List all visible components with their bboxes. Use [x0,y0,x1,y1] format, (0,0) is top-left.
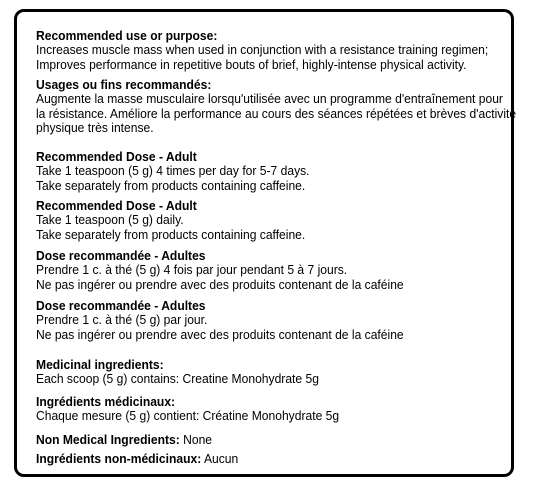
dose-adult-en-2-section [36,199,506,242]
non-medical-fr-label: Ingrédients non-médicinaux: [36,452,202,466]
section-line: Take separately from products containing caffeine. [36,178,306,193]
section-line: Take 1 teaspoon (5 g) 4 times per day for 5-7 days. [36,164,310,179]
section-heading: Medicinal ingredients: [36,358,164,372]
non-medical-en-label: Non Medical Ingredients: [36,433,180,447]
section-line: Chaque mesure (5 g) contient: Créatine Monohydrate 5g [36,409,340,424]
section-heading: Usages ou fins recommandés: [36,78,212,92]
section-line: Ne pas ingérer ou prendre avec des produits contenant de la caféine [36,277,404,292]
medicinal-ingredients-en-section [36,358,506,387]
non-medical-fr-value: Aucun [203,452,239,466]
section-line: Take separately from products containing caffeine. [36,227,306,242]
section-line: la résistance. Améliore la performance au cours des séances répétées et brèves d'activité [36,106,517,121]
section-heading: Recommended Dose - Adult [36,150,197,164]
section-heading: Dose recommandée - Adultes [36,299,206,313]
section-heading: Recommended use or purpose: [36,29,218,43]
section-line: physique très intense. [36,121,154,136]
non-medical-ingredients-fr [36,452,506,466]
non-medical-fr-row [36,452,487,466]
section-line: Each scoop (5 g) contains: Creatine Monohydrate 5g [36,372,319,387]
section-heading: Dose recommandée - Adultes [36,249,206,263]
product-label-panel [14,9,517,477]
non-medical-en-row [36,433,487,447]
section-line: Prendre 1 c. à thé (5 g) par jour. [36,313,208,328]
non-medical-en-value: None [183,433,213,447]
medicinal-ingredients-fr-section [36,395,506,424]
section-line: Ne pas ingérer ou prendre avec des produits contenant de la caféine [36,327,404,342]
dose-adult-fr-2-section [36,299,506,342]
section-line: Increases muscle mass when used in conjunction with a resistance training regimen; [36,43,489,58]
recommended-use-fr-section [36,78,517,136]
section-line: Improves performance in repetitive bouts of brief, highly-intense physical activity. [36,57,467,72]
section-line: Take 1 teaspoon (5 g) daily. [36,213,184,228]
section-line: Prendre 1 c. à thé (5 g) 4 fois par jour pendant 5 à 7 jours. [36,263,348,278]
dose-adult-en-1-section [36,150,506,193]
recommended-use-en-section [36,29,506,72]
dose-adult-fr-1-section [36,249,506,292]
section-line: Augmente la masse musculaire lorsqu'utilisée avec un programme d'entraînement pour [36,92,503,107]
section-heading: Recommended Dose - Adult [36,199,197,213]
non-medical-ingredients-en [36,433,506,447]
section-heading: Ingrédients médicinaux: [36,395,176,409]
